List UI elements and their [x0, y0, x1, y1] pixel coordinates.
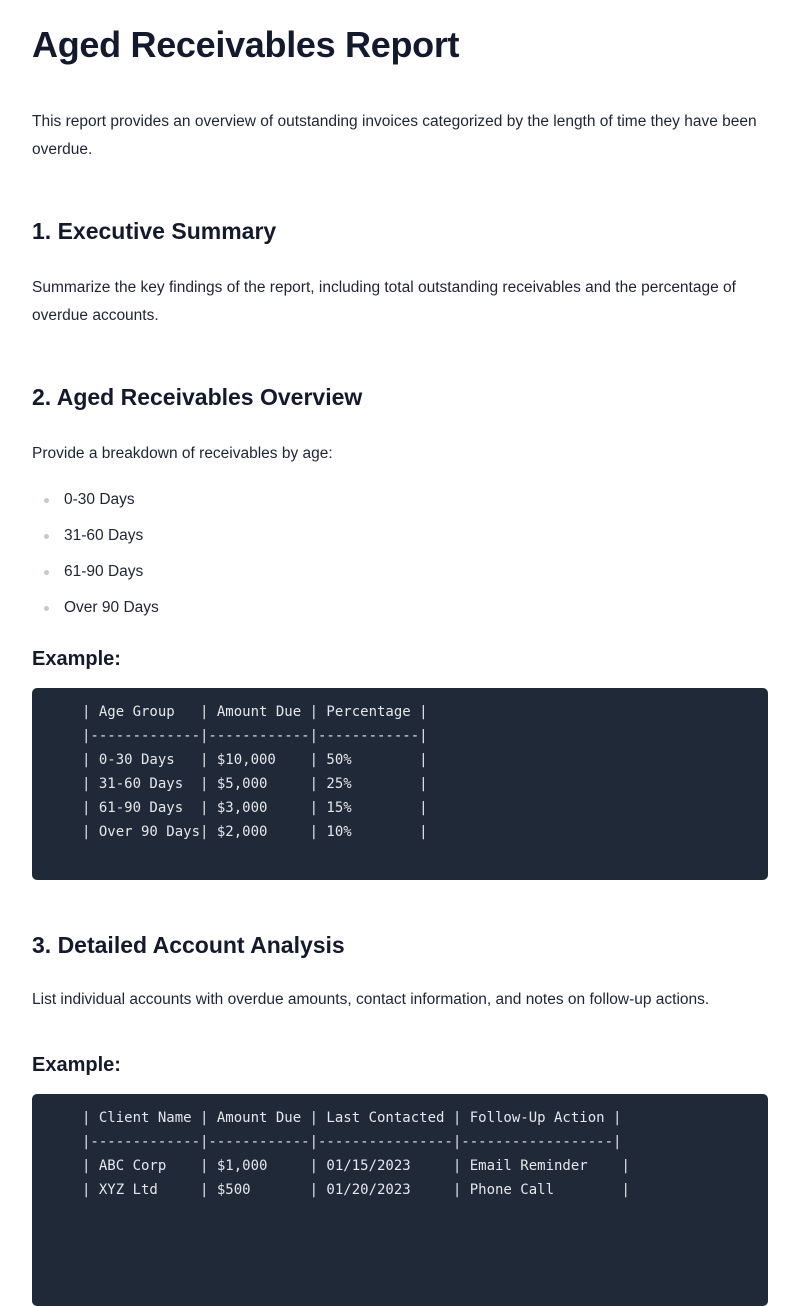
example-label: Example:: [32, 648, 121, 670]
age-group-code-block: | Age Group | Amount Due | Percentage | |-------------|------------|------------| | 0-30 Days | $10,000 | 50% | | 31-60 Days | $5,000 | 25% | | 61-90 Days | $3,000 | 15% | | Over 90 Days| $2,000 | 10% |: [32, 688, 768, 880]
list-item: 0-30 Days: [32, 488, 768, 512]
example-label: Example:: [32, 1054, 121, 1076]
account-analysis-text: List individual accounts with overdue amounts, contact information, and notes on follow-up actions.: [32, 991, 710, 1008]
list-item: Over 90 Days: [32, 596, 768, 620]
client-accounts-code-block: | Client Name | Amount Due | Last Contacted | Follow-Up Action | |-------------|------------|----------------|------------------| | ABC Corp | $1,000 | 01/15/2023 | Email Reminder | | XYZ Ltd | $500 | 01/20/2023 | Phone Call |: [32, 1094, 768, 1306]
age-bucket-list: [32, 488, 768, 620]
section-heading-executive-summary: 1. Executive Summary: [32, 218, 277, 244]
page-title: Aged Receivables Report: [32, 24, 460, 65]
list-item: 31-60 Days: [32, 524, 768, 548]
section-heading-detailed-account-analysis: 3. Detailed Account Analysis: [32, 932, 345, 958]
list-item: 61-90 Days: [32, 560, 768, 584]
intro-paragraph: This report provides an overview of outstanding invoices categorized by the length of time they have been overdue.: [32, 113, 757, 158]
overview-text: Provide a breakdown of receivables by age:: [32, 445, 333, 462]
section-heading-aged-receivables-overview: 2. Aged Receivables Overview: [32, 384, 363, 410]
executive-summary-text: Summarize the key findings of the report, including total outstanding receivables and the percentage of overdue accounts.: [32, 279, 736, 324]
